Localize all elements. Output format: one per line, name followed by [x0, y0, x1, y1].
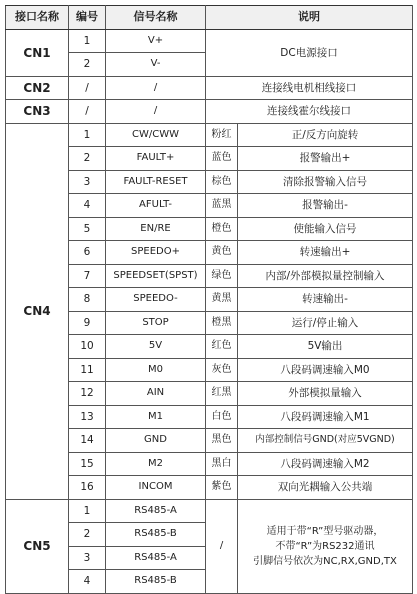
wire-color: /	[206, 499, 238, 593]
pin-description: 外部模拟量输入	[238, 382, 413, 406]
signal-name: SPEEDSET(SPST)	[106, 264, 206, 288]
signal-name: M0	[106, 358, 206, 382]
pin-number: 11	[69, 358, 106, 382]
wire-color: 橙色	[206, 217, 238, 241]
signal-name: M2	[106, 452, 206, 476]
wire-color: 灰色	[206, 358, 238, 382]
pin-description: 内部控制信号GND(对应5VGND)	[238, 429, 413, 453]
pin-number: 15	[69, 452, 106, 476]
wire-color: 黑白	[206, 452, 238, 476]
header-signal: 信号名称	[106, 6, 206, 30]
signal-name: V+	[106, 29, 206, 53]
table-row	[6, 123, 413, 147]
signal-name: 5V	[106, 335, 206, 359]
signal-name: CW/CWW	[106, 123, 206, 147]
wire-color: 红黑	[206, 382, 238, 406]
port-description: 连接线电机相线接口	[206, 76, 413, 100]
signal-name: M1	[106, 405, 206, 429]
signal-name: RS485-B	[106, 523, 206, 547]
signal-name: GND	[106, 429, 206, 453]
pin-number: 2	[69, 53, 106, 77]
pin-number: 1	[69, 499, 106, 523]
pin-description: 转速输出+	[238, 241, 413, 265]
port-name-cn4: CN4	[6, 123, 69, 499]
pin-description: 报警输出-	[238, 194, 413, 218]
pin-number: 3	[69, 546, 106, 570]
table-row	[6, 499, 413, 523]
header-row	[6, 6, 413, 30]
pin-number: 14	[69, 429, 106, 453]
pin-number: 3	[69, 170, 106, 194]
port-description: 连接线霍尔线接口	[206, 100, 413, 124]
signal-name: FAULT+	[106, 147, 206, 171]
signal-name: STOP	[106, 311, 206, 335]
pin-number: 13	[69, 405, 106, 429]
port-description	[238, 499, 413, 593]
pin-description: 双向光耦输入公共端	[238, 476, 413, 500]
signal-name: EN/RE	[106, 217, 206, 241]
header-port: 接口名称	[6, 6, 69, 30]
wire-color: 橙黑	[206, 311, 238, 335]
wire-color: 棕色	[206, 170, 238, 194]
header-desc: 说明	[206, 6, 413, 30]
signal-name: SPEEDO-	[106, 288, 206, 312]
signal-name: AFULT-	[106, 194, 206, 218]
pin-number: 5	[69, 217, 106, 241]
wire-color: 粉红	[206, 123, 238, 147]
description-line: 引脚信号依次为NC,RX,GND,TX	[253, 555, 397, 567]
pin-number: /	[69, 100, 106, 124]
pin-description: 转速输出-	[238, 288, 413, 312]
pin-description: 正/反方向旋转	[238, 123, 413, 147]
pin-description: 清除报警输入信号	[238, 170, 413, 194]
wire-color: 绿色	[206, 264, 238, 288]
pin-description: 八段码调速输入M0	[238, 358, 413, 382]
header-num: 编号	[69, 6, 106, 30]
connector-pin-table	[5, 5, 413, 594]
table-row	[6, 100, 413, 124]
pin-description: 运行/停止输入	[238, 311, 413, 335]
signal-name: INCOM	[106, 476, 206, 500]
signal-name: RS485-A	[106, 499, 206, 523]
signal-name: V-	[106, 53, 206, 77]
port-description: DC电源接口	[206, 29, 413, 76]
pin-number: 12	[69, 382, 106, 406]
pin-number: 4	[69, 570, 106, 594]
pin-number: /	[69, 76, 106, 100]
port-name-cn1: CN1	[6, 29, 69, 76]
pin-description: 报警输出+	[238, 147, 413, 171]
pin-number: 10	[69, 335, 106, 359]
signal-name: FAULT-RESET	[106, 170, 206, 194]
pin-number: 8	[69, 288, 106, 312]
port-name-cn2: CN2	[6, 76, 69, 100]
pin-description: 使能输入信号	[238, 217, 413, 241]
pin-number: 7	[69, 264, 106, 288]
signal-name: /	[106, 76, 206, 100]
wire-color: 黄黑	[206, 288, 238, 312]
signal-name: RS485-B	[106, 570, 206, 594]
port-name-cn3: CN3	[6, 100, 69, 124]
wire-color: 蓝色	[206, 147, 238, 171]
wire-color: 黄色	[206, 241, 238, 265]
pin-number: 1	[69, 29, 106, 53]
table-row	[6, 76, 413, 100]
wire-color: 白色	[206, 405, 238, 429]
description-line: 不带“R”为RS232通讯	[275, 540, 375, 552]
wire-color: 紫色	[206, 476, 238, 500]
description-line: 适用于带“R”型号驱动器，	[266, 525, 384, 537]
pin-number: 6	[69, 241, 106, 265]
signal-name: AIN	[106, 382, 206, 406]
wire-color: 红色	[206, 335, 238, 359]
wire-color: 黑色	[206, 429, 238, 453]
pin-description: 八段码调速输入M1	[238, 405, 413, 429]
pin-number: 16	[69, 476, 106, 500]
pin-description: 5V输出	[238, 335, 413, 359]
pin-description: 内部/外部模拟量控制输入	[238, 264, 413, 288]
pin-description: 八段码调速输入M2	[238, 452, 413, 476]
signal-name: SPEEDO+	[106, 241, 206, 265]
table-row	[6, 29, 413, 53]
pin-number: 9	[69, 311, 106, 335]
wire-color: 蓝黑	[206, 194, 238, 218]
pin-number: 1	[69, 123, 106, 147]
pin-number: 4	[69, 194, 106, 218]
signal-name: RS485-A	[106, 546, 206, 570]
signal-name: /	[106, 100, 206, 124]
pin-number: 2	[69, 147, 106, 171]
port-name-cn5: CN5	[6, 499, 69, 593]
pin-number: 2	[69, 523, 106, 547]
